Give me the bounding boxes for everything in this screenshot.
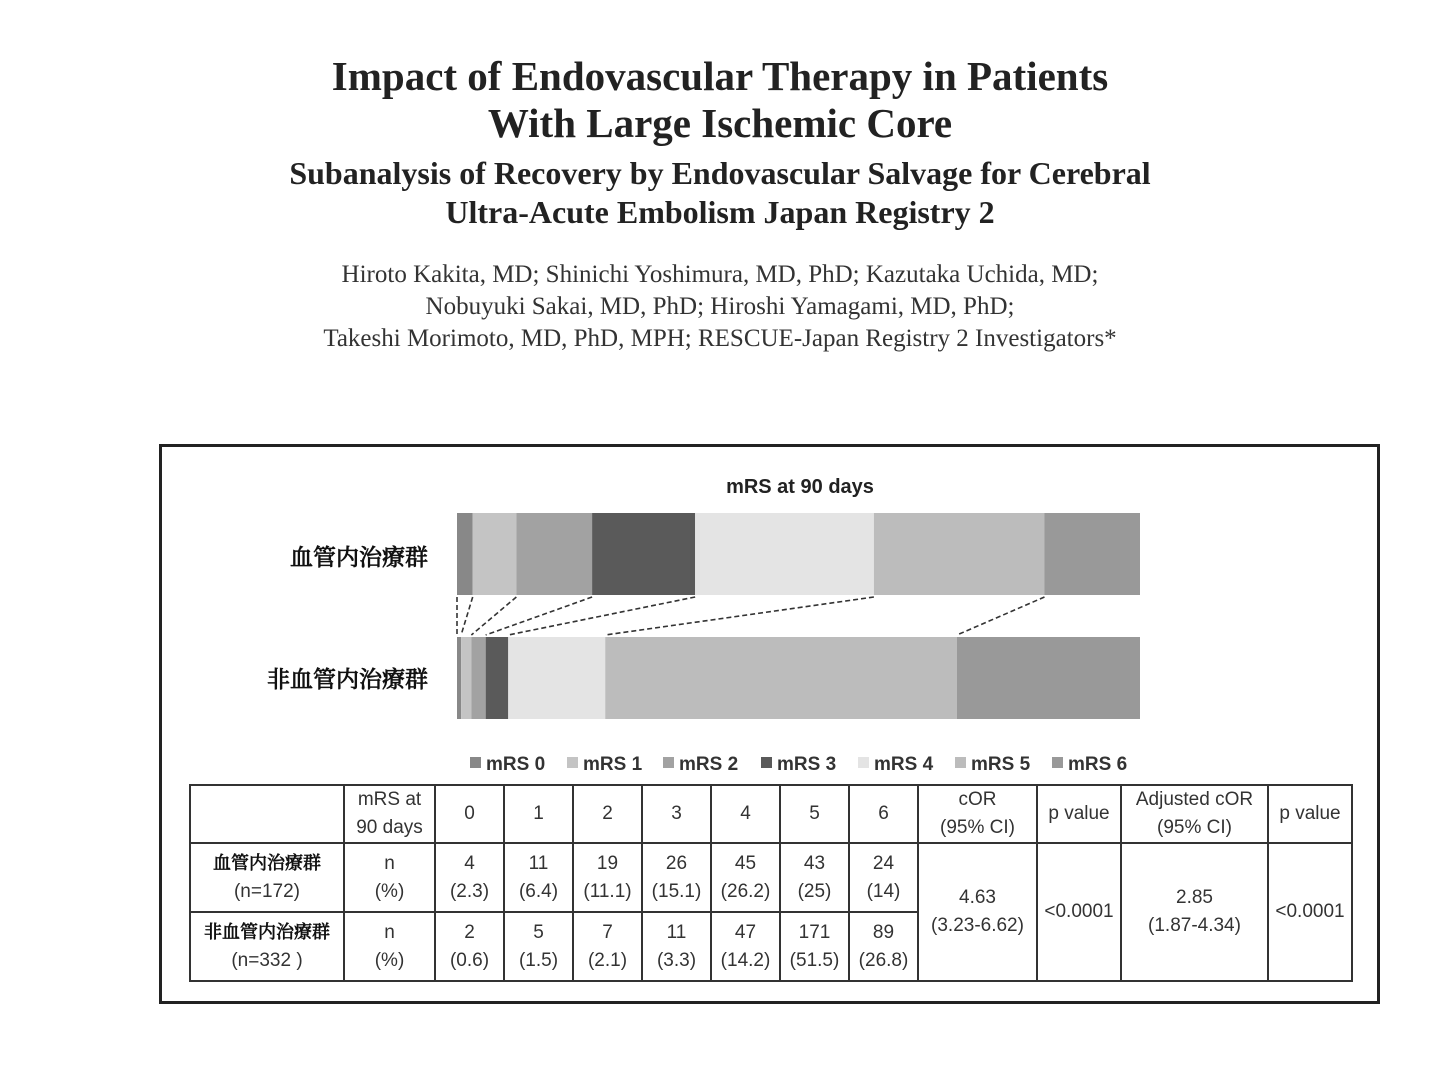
connector-line — [471, 597, 516, 635]
table-header-cell: cOR (95% CI) — [918, 785, 1037, 843]
bar-segment-mrs-2-group-1 — [471, 637, 485, 719]
value-cell: 7 (2.1) — [573, 912, 642, 981]
legend-swatch — [1052, 757, 1063, 768]
cor-cell: 4.63 (3.23-6.62) — [918, 843, 1037, 981]
legend-label: mRS 4 — [874, 754, 934, 775]
table-header-cell: Adjusted cOR (95% CI) — [1121, 785, 1268, 843]
connector-line — [605, 597, 874, 635]
legend-label: mRS 5 — [971, 754, 1031, 775]
value-cell: 43 (25) — [780, 843, 849, 912]
value-cell: 89 (26.8) — [849, 912, 918, 981]
legend-swatch — [663, 757, 674, 768]
table-header-cell: 6 — [849, 785, 918, 843]
value-cell: 171 (51.5) — [780, 912, 849, 981]
legend-swatch — [955, 757, 966, 768]
bar-segment-mrs-0-group-0 — [457, 513, 473, 595]
table-header-row — [190, 785, 1352, 843]
connector-line — [508, 597, 695, 635]
bar-segment-mrs-5-group-1 — [605, 637, 957, 719]
group-label-endovascular: 血管内治療群 — [290, 545, 428, 571]
table-header-cell: p value — [1037, 785, 1121, 843]
value-cell: 2 (0.6) — [435, 912, 504, 981]
group-n: (n=172) — [233, 880, 301, 902]
table-header-cell: p value — [1268, 785, 1352, 843]
bar-segment-mrs-3-group-0 — [592, 513, 695, 595]
paper-title-line-1: Impact of Endovascular Therapy in Patients — [331, 53, 1109, 99]
bar-segment-mrs-5-group-0 — [874, 513, 1045, 595]
legend-label: mRS 0 — [486, 754, 546, 775]
table-header-cell: mRS at 90 days — [344, 785, 435, 843]
bar-segment-mrs-4-group-1 — [508, 637, 605, 719]
connector-line — [461, 597, 473, 635]
group-n: (n=332 ) — [231, 949, 303, 971]
value-cell: 19 (11.1) — [573, 843, 642, 912]
table-header-cell: 4 — [711, 785, 780, 843]
bar-segment-mrs-2-group-0 — [516, 513, 592, 595]
connector-line — [486, 597, 592, 635]
legend-swatch — [567, 757, 578, 768]
bar-segment-mrs-0-group-1 — [457, 637, 461, 719]
results-table — [189, 784, 1353, 982]
table-header-cell: 5 — [780, 785, 849, 843]
group-label-non-endovascular: 非血管内治療群 — [267, 667, 428, 693]
connector-line — [957, 597, 1045, 635]
bar-segment-mrs-3-group-1 — [486, 637, 509, 719]
bar-segment-mrs-1-group-0 — [473, 513, 517, 595]
value-cell: 45 (26.2) — [711, 843, 780, 912]
legend-swatch — [761, 757, 772, 768]
bar-segment-mrs-1-group-1 — [461, 637, 471, 719]
table-header-cell: 1 — [504, 785, 573, 843]
value-cell: 24 (14) — [849, 843, 918, 912]
table-header-cell: 0 — [435, 785, 504, 843]
table-header-cell: 2 — [573, 785, 642, 843]
value-cell: 47 (14.2) — [711, 912, 780, 981]
author-line-3: Takeshi Morimoto, MD, PhD, MPH; RESCUE-Japan Registry 2 Investigators* — [323, 325, 1117, 352]
bar-segment-mrs-6-group-0 — [1044, 513, 1140, 595]
table-header-cell: 3 — [642, 785, 711, 843]
author-line-1: Hiroto Kakita, MD; Shinichi Yoshimura, MD, PhD; Kazutaka Uchida, MD; — [341, 261, 1099, 288]
table-header-cell — [190, 785, 344, 843]
stat-cell: n (%) — [344, 843, 435, 912]
value-cell: 5 (1.5) — [504, 912, 573, 981]
value-cell: 11 (3.3) — [642, 912, 711, 981]
paper-subtitle-line-1: Subanalysis of Recovery by Endovascular Salvage for Cerebral — [289, 155, 1151, 191]
group-cell — [190, 912, 344, 981]
adjusted-cor-cell: 2.85 (1.87-4.34) — [1121, 843, 1268, 981]
group-name: 非血管内治療群 — [204, 921, 330, 943]
legend-swatch — [470, 757, 481, 768]
table-row — [190, 843, 1352, 912]
adjusted-p-value-cell: <0.0001 — [1268, 843, 1352, 981]
group-cell — [190, 843, 344, 912]
paper-subtitle-line-2: Ultra-Acute Embolism Japan Registry 2 — [445, 194, 995, 230]
stat-cell: n (%) — [344, 912, 435, 981]
value-cell: 4 (2.3) — [435, 843, 504, 912]
author-line-2: Nobuyuki Sakai, MD, PhD; Hiroshi Yamagami, MD, PhD; — [425, 293, 1015, 320]
paper-title-line-2: With Large Ischemic Core — [487, 100, 953, 146]
chart-title: mRS at 90 days — [726, 476, 874, 498]
group-name: 血管内治療群 — [213, 852, 321, 874]
bar-segment-mrs-6-group-1 — [957, 637, 1140, 719]
legend-swatch — [858, 757, 869, 768]
legend-label: mRS 6 — [1068, 754, 1128, 775]
bar-segment-mrs-4-group-0 — [695, 513, 874, 595]
legend-label: mRS 1 — [583, 754, 643, 775]
legend-label: mRS 2 — [679, 754, 739, 775]
p-value-cell: <0.0001 — [1037, 843, 1121, 981]
value-cell: 11 (6.4) — [504, 843, 573, 912]
legend-label: mRS 3 — [777, 754, 837, 775]
value-cell: 26 (15.1) — [642, 843, 711, 912]
